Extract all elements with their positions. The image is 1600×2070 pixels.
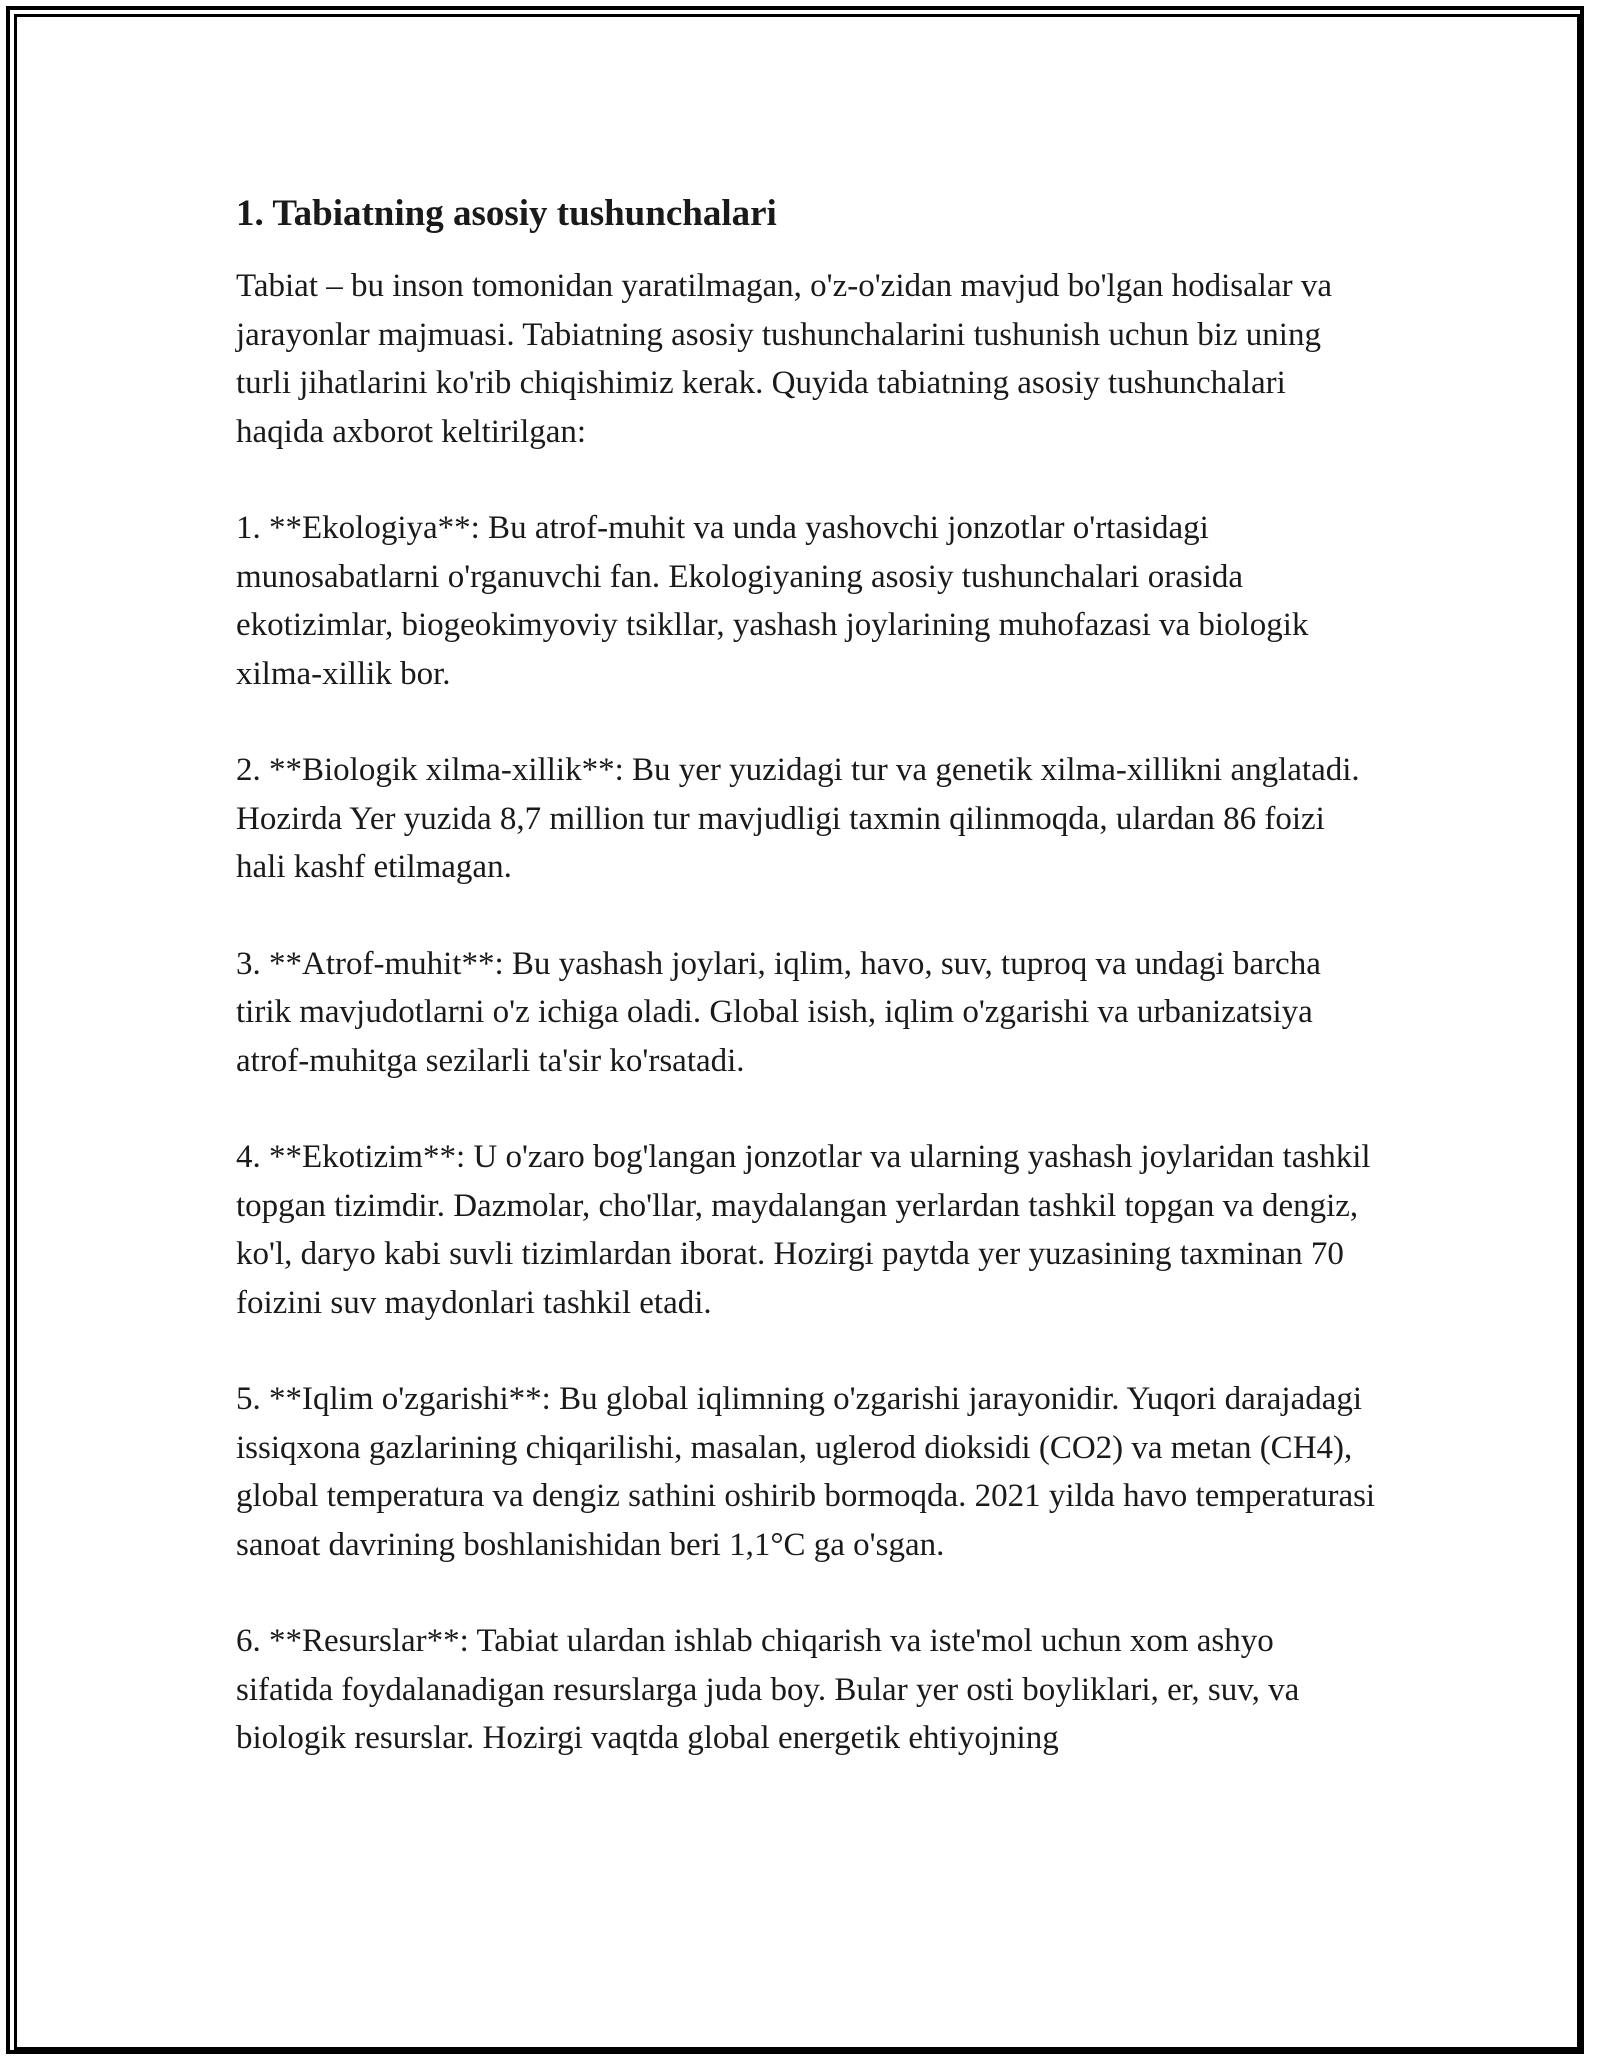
paragraph-ekologiya: 1. **Ekologiya**: Bu atrof-muhit va unda yashovchi jonzotlar o'rtasidagi munosabatlarni o'rganuvchi fan. Ekologiyaning asosiy tushunchalari orasida ekotizimlar, biogeokimyoviy tsikllar, yashash joylarining muhofazasi va biologik xilma-xillik bor. — [236, 510, 1309, 692]
paragraph-resurslar: 6. **Resurslar**: Tabiat ulardan ishlab chiqarish va iste'mol uchun xom ashyo sifatida foydalanadigan resurslarga juda boy. Bular yer osti boyliklari, er, suv, va biologik resurslar. Hozirgi vaqtda global energetik ehtiyojning — [236, 1623, 1300, 1756]
paragraph-intro: Tabiat – bu inson tomonidan yaratilmagan, o'z-o'zidan mavjud bo'lgan hodisalar va jarayonlar majmuasi. Tabiatning asosiy tushunchalarini tushunish uchun biz uning turli jihatlarini ko'rib chiqishimiz kerak. Quyida tabiatning asosiy tushunchalari haqida axborot keltirilgan: — [236, 268, 1332, 450]
document-body — [236, 188, 1376, 1763]
document-title: 1. Tabiatning asosiy tushunchalari — [236, 193, 777, 234]
paragraph-atrof-muhit: 3. **Atrof-muhit**: Bu yashash joylari, iqlim, havo, suv, tuproq va undagi barcha tirik mavjudotlarni o'z ichiga oladi. Global isish, iqlim o'zgarishi va urbanizatsiya atrof-muhitga sezilarli ta'sir ko'rsatadi. — [236, 945, 1321, 1079]
paragraph-ekotizim: 4. **Ekotizim**: U o'zaro bog'langan jonzotlar va ularning yashash joylaridan tashkil topgan tizimdir. Dazmolar, cho'llar, maydalangan yerlardan tashkil topgan va dengiz, ko'l, daryo kabi suvli tizimlardan iborat. Hozirgi paytda yer yuzasining taxminan 70 foizini suv maydonlari tashkil etadi. — [236, 1139, 1371, 1321]
paragraph-biologik-xilma-xillik: 2. **Biologik xilma-xillik**: Bu yer yuzidagi tur va genetik xilma-xillikni anglatadi. Hozirda Yer yuzida 8,7 million tur mavjudligi taxmin qilinmoqda, ulardan 86 foizi hali kashf etilmagan. — [236, 752, 1360, 885]
paragraph-iqlim-ozgarishi: 5. **Iqlim o'zgarishi**: Bu global iqlimning o'zgarishi jarayonidir. Yuqori darajadagi issiqxona gazlarining chiqarilishi, masalan, uglerod dioksidi (CO2) va metan (CH4), global temperatura va dengiz sathini oshirib bormoqda. 2021 yilda havo temperaturasi sanoat davrining boshlanishidan beri 1,1°C ga o'sgan. — [236, 1381, 1376, 1563]
